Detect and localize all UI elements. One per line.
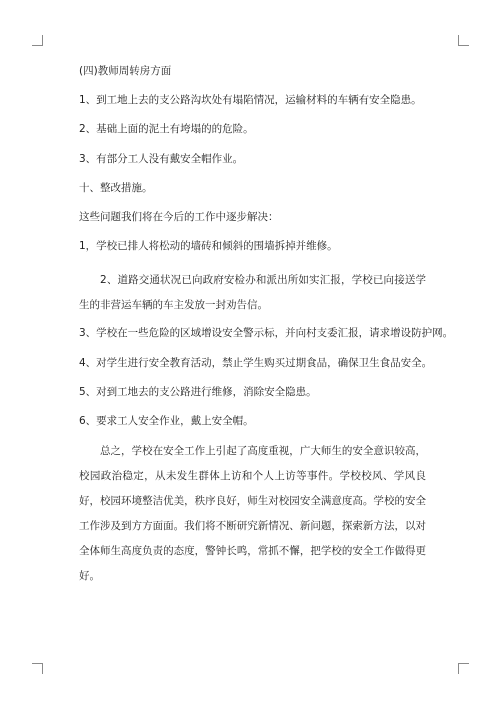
measure-item-4: 4、对学生进行安全教育活动，禁止学生购买过期食品，确保卫生食品安全。	[79, 356, 433, 369]
conclusion-paragraph: 总之，学校在安全工作上引起了高度重视，广大师生的安全意识较高，校园政治稳定，从未发生群体上访和个人上访等事件。学校校风、学风良好，校园环境整洁优美，秩序良好，师生对校园安全满意度高。学校的安全工作涉及到方方面面。我们将不断研究新情况、新问题，探索新方法，以对全体师生高度负责的态度，警钟长鸣，常抓不懈，把学校的安全工作做得更好。	[79, 445, 426, 583]
measure-item-5: 5、对到工地去的支公路进行维修，消除安全隐患。	[79, 385, 317, 398]
measure-item-6: 6、要求工人安全作业，戴上安全帽。	[79, 414, 254, 427]
corner-mark-top-right	[458, 35, 469, 46]
measure-item-3: 3、学校在一些危险的区域增设安全警示标，并向村支委汇报，请求增设防护网。	[79, 327, 454, 340]
section-heading: (四)教师周转房方面	[79, 65, 172, 77]
document-body	[79, 64, 454, 597]
intro-paragraph: 这些问题我们将在今后的工作中逐步解决：	[79, 210, 279, 223]
measure-item-2: 2、道路交通状况已向政府安检办和派出所如实汇报，学校已向接送学生的非营运车辆的车主发放一封劝告信。	[79, 274, 426, 312]
corner-mark-bottom-right	[458, 663, 469, 674]
issue-item-1: 1、到工地上去的支公路沟坎处有塌陷情况，运输材料的车辆有安全隐患。	[79, 94, 422, 107]
issue-item-2: 2、基础上面的泥土有垮塌的的危险。	[79, 123, 254, 136]
corner-mark-top-left	[32, 35, 43, 46]
issue-item-3: 3、有部分工人没有戴安全帽作业。	[79, 152, 244, 165]
measure-item-1: 1，学校已排人将松动的墙砖和倾斜的围墙拆掉并维修。	[79, 240, 338, 253]
corner-mark-bottom-left	[32, 663, 43, 674]
rectification-heading: 十、整改措施。	[79, 181, 153, 194]
